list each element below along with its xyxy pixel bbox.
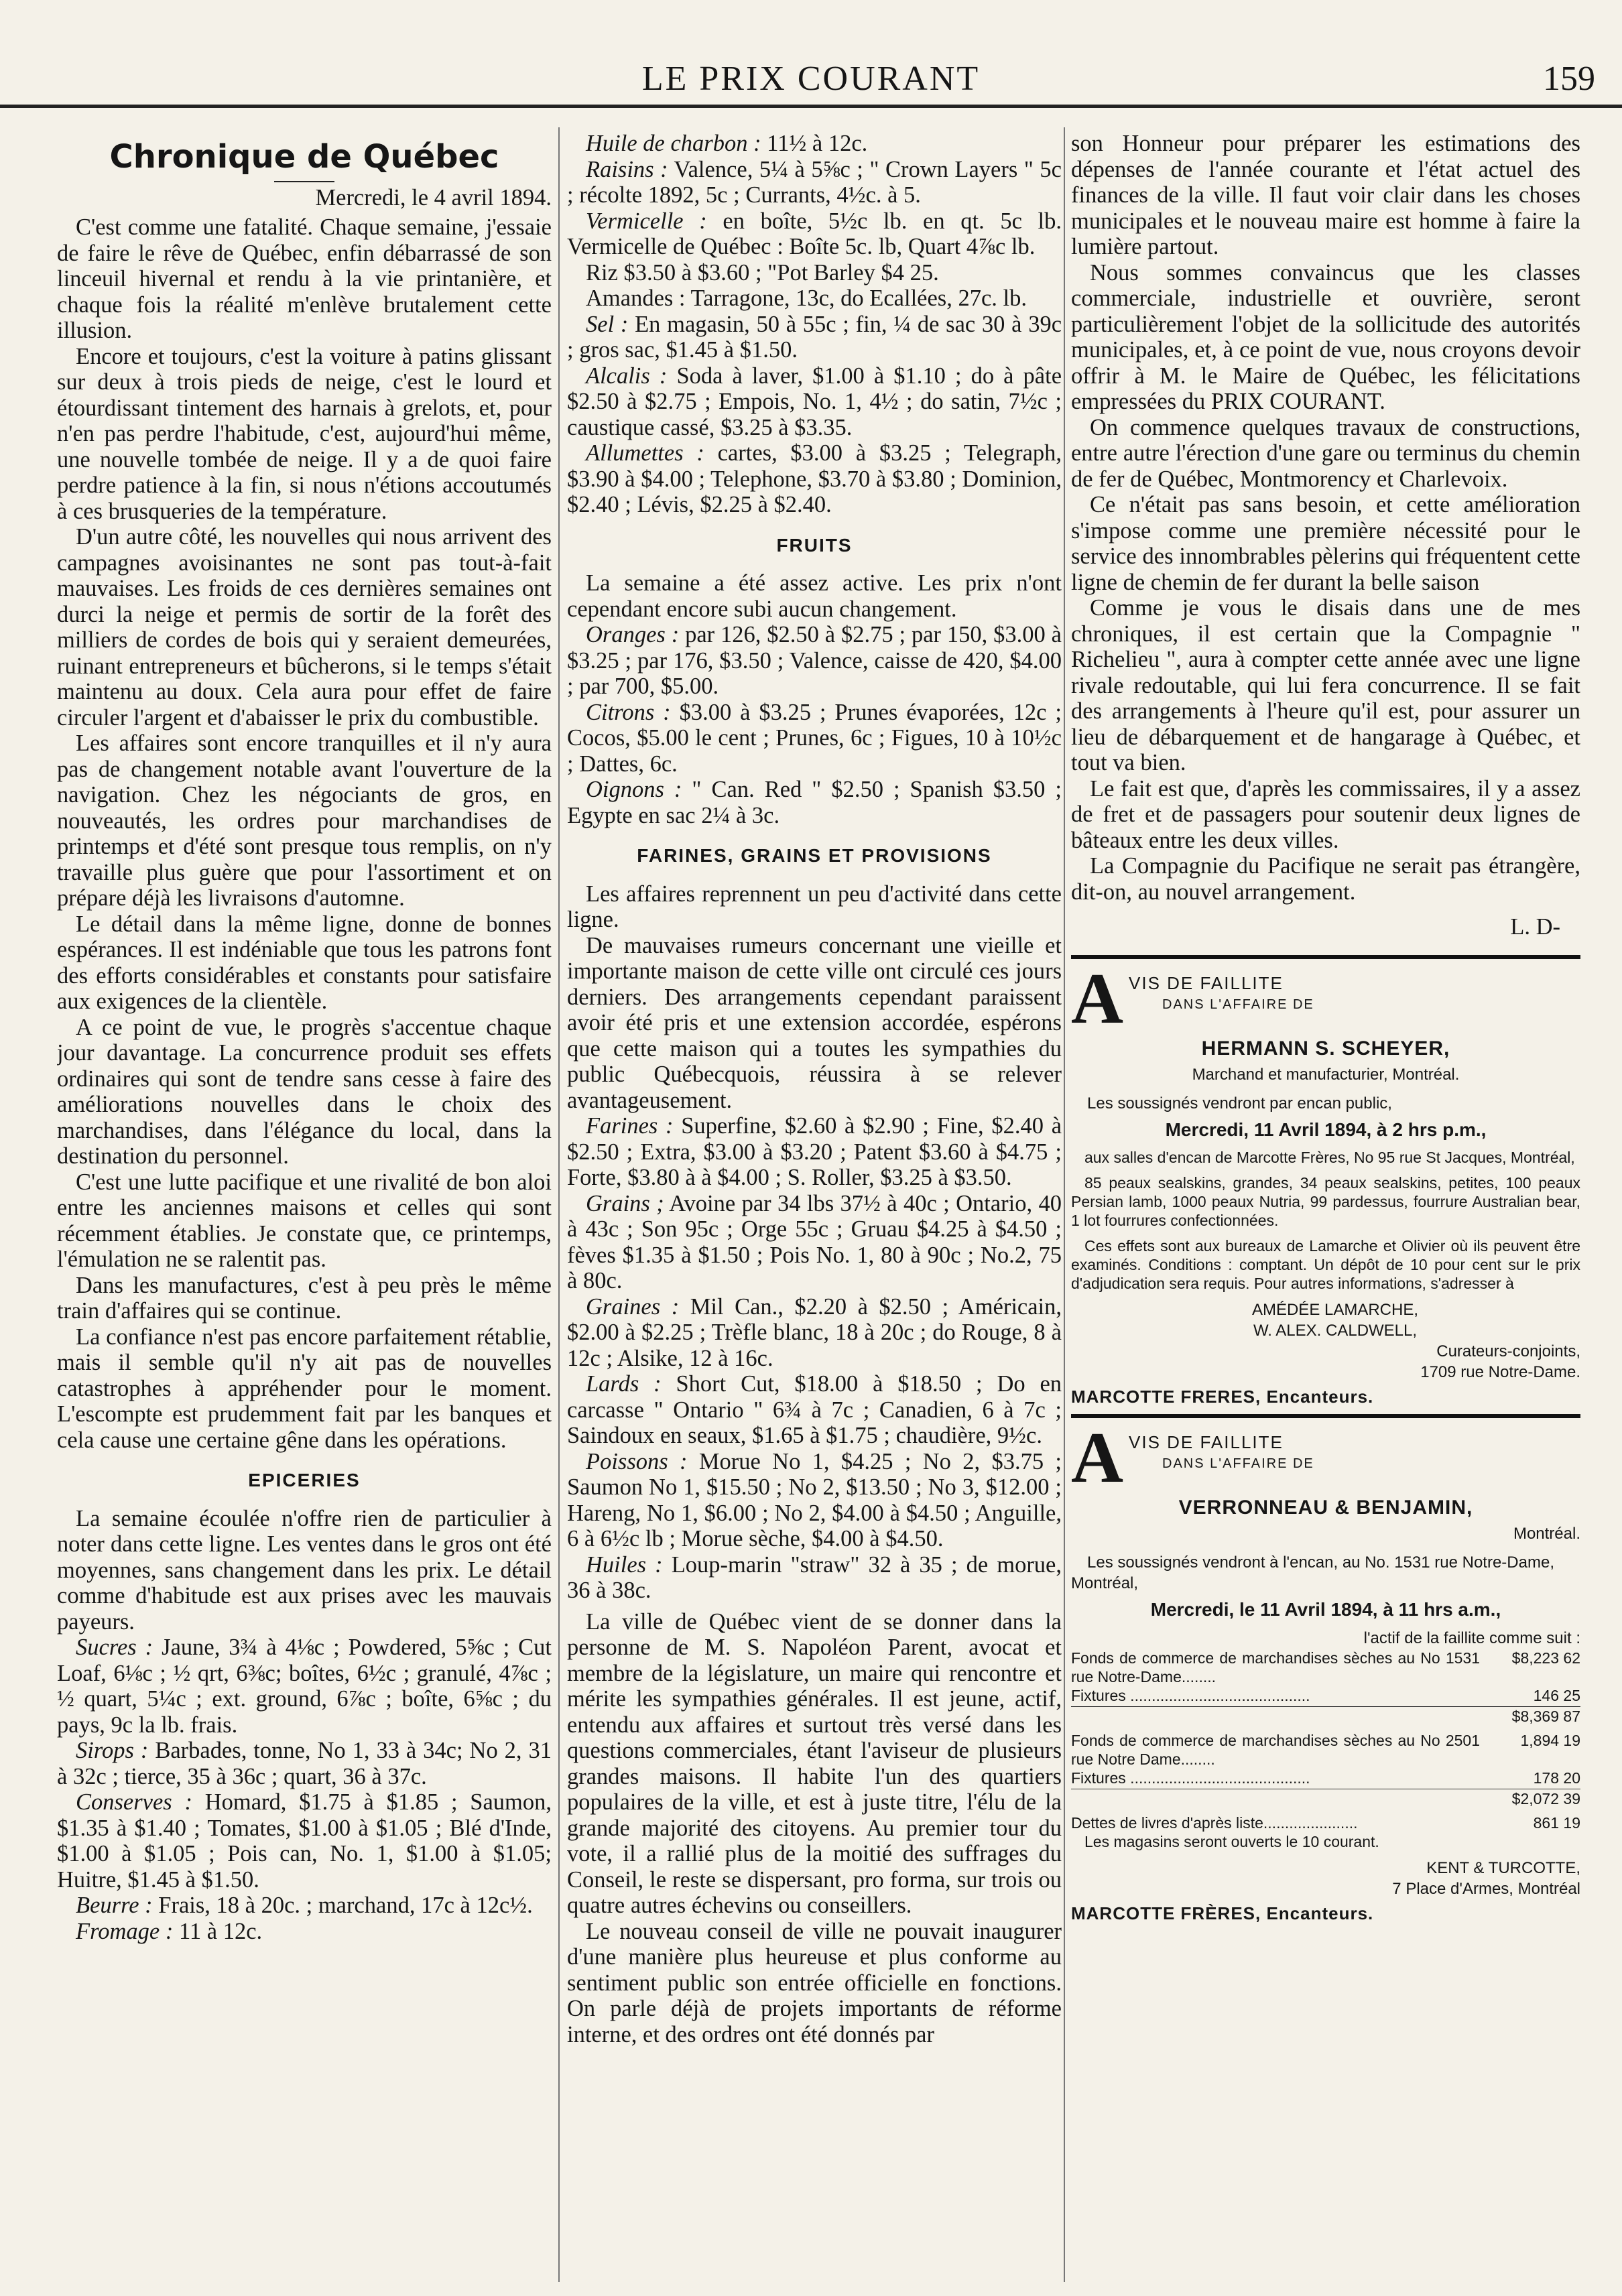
publication-title: LE PRIX COURANT xyxy=(641,60,981,98)
section-heading-epiceries: EPICERIES xyxy=(248,1470,361,1490)
price-item xyxy=(567,440,1062,518)
price-item-label: Farines : xyxy=(586,1113,674,1139)
price-item-text: Short Cut, $18.00 à $18.50 ; Do en carcasse " Ontario " 6¾ à 7c ; Canadien, 6 à 7c ; Saindoux en seaux, $1.65 à $1.75 ; chaudière, 9½c. xyxy=(567,1371,1062,1448)
signatory-address: 7 Place d'Armes, Montréal xyxy=(1392,1879,1580,1898)
actif-line: l'actif de la faillite comme suit : xyxy=(1363,1629,1580,1647)
paragraph: Le fait est que, d'après les commissaires, il y a assez de fret et de passagers pour soutenir deux lignes de bâteaux entre les deux villes. xyxy=(1071,775,1580,853)
asset-row xyxy=(1071,1731,1580,1769)
price-item xyxy=(567,622,1062,700)
notice-heading xyxy=(1071,958,1580,1039)
notice-intro: Les soussignés vendront par encan public, xyxy=(1087,1094,1392,1112)
signatory: AMÉDÉE LAMARCHE, xyxy=(1251,1300,1419,1319)
price-item-label: Alcalis : xyxy=(586,363,668,389)
firm-name: HERMANN S. SCHEYER, xyxy=(1201,1037,1450,1060)
auctioneer: MARCOTTE FRÈRES, Encanteurs. xyxy=(1071,1903,1374,1923)
column-1 xyxy=(57,131,552,2279)
price-item xyxy=(567,1294,1062,1372)
paragraph: Les affaires sont encore tranquilles et il n'y aura pas de changement notable avant l'ouverture de la navigation. Chez les négociants de gros, en nouveautés, les ordres pour marchandises de printemps et d'été sont presque tous remplis, on n'y travaille plus guère que pour l'assortiment et on prépare déjà les livraisons d'automne. xyxy=(57,730,552,911)
paragraph: D'un autre côté, les nouvelles qui nous arrivent des campagnes avoisinantes ne sont pas tout-à-fait mauvaises. Les froids de ces dernières semaines ont durci la neige et permis de sortir de la forêt des milliers de cordes de bois qui y seraient demeurées, ruinant entrepreneurs et bûcherons, si le temps s'était maintenu au doux. Cela aura pour effet de faire circuler l'argent et d'abaisser le prix du combustible. xyxy=(57,524,552,730)
price-item-label: Huile de charbon : xyxy=(586,131,761,156)
price-item-text: en boîte, 5½c lb. en qt. 5c lb. Vermicelle de Québec : Boîte 5c. lb, Quart 4⅞c lb. xyxy=(567,208,1062,259)
asset-value: 861 19 xyxy=(1533,1813,1580,1832)
price-item-text: Mil Can., $2.20 à $2.50 ; Américain, $2.00 à $2.25 ; Trèfle blanc, 18 à 20c ; do Rouge, 8 à 12c ; Alsike, 12 à 16c. xyxy=(567,1293,1062,1371)
price-item-label: Oranges : xyxy=(586,622,680,647)
price-item-label: Sirops : xyxy=(76,1738,149,1763)
paragraph: La semaine a été assez active. Les prix n'ont cependant encore subi aucun changement. xyxy=(567,570,1062,622)
paragraph: Nous sommes convaincus que les classes commerciale, industrielle et ouvrière, seront particulièrement l'objet de la sollicitude des autorités municipales, et, à ce point de vue, nous croyons devoir offrir à M. le Maire de Québec, les félicitations empressées du PRIX COURANT. xyxy=(1071,259,1580,414)
page-number: 159 xyxy=(1543,60,1595,98)
paragraph: C'est comme une fatalité. Chaque semaine, j'essaie de faire le rêve de Québec, enfin débarrassé de son linceuil hivernal et rendu à la vie printanière, et chaque fois la réalité m'enlève brutalement cette illusion. xyxy=(57,214,552,343)
sale-place: aux salles d'encan de Marcotte Frères, No 95 rue St Jacques, Montréal, xyxy=(1084,1148,1575,1166)
asset-value: 1,894 19 xyxy=(1520,1731,1580,1749)
price-item xyxy=(567,700,1062,777)
price-item xyxy=(567,131,1062,157)
sale-conditions: Ces effets sont aux bureaux de Lamarche et Olivier où ils peuvent être examinés. Conditions : comptant. Un dépôt de 10 pour cent sur le prix d'adjudication sera requis. Pour autres informations, s'adresser à xyxy=(1071,1236,1580,1292)
paragraph: On commence quelques travaux de constructions, entre autre l'érection d'une gare ou terminus du chemin de fer de Québec, Montmorency et Charlevoix. xyxy=(1071,414,1580,492)
price-item xyxy=(567,312,1062,363)
price-item-text: Amandes : Tarragone, 13c, do Ecallées, 27c. lb. xyxy=(586,285,1027,311)
paragraph: Le détail dans la même ligne, donne de bonnes espérances. Il est indéniable que tous les patrons font des efforts considérables et constants pour satisfaire aux exigences de la clientèle. xyxy=(57,911,552,1014)
asset-row xyxy=(1071,1813,1580,1832)
paragraph: Comme je vous le disais dans une de mes chroniques, il est certain que la Compagnie " Richelieu ", aura à compter cette année avec une ligne rivale redoutable, qui lui fera concurrence. Il se fait des arrangements à l'heure qu'il est, pour assurer un lieu de débarquement et de hangarage à Québec, et tout va bien. xyxy=(1071,595,1580,775)
subtotal-row xyxy=(1071,1789,1580,1808)
price-item-text: Morue No 1, $4.25 ; No 2, $3.75 ; Saumon No 1, $15.50 ; No 2, $13.50 ; No 3, $12.00 ; Hareng, No 1, $6.00 ; No 2, $4.00 à $4.50 ; Anguille, 6 à 6½c lb ; Morue sèche, $4.00 à $4.50. xyxy=(567,1448,1062,1551)
price-item xyxy=(567,363,1062,441)
price-item xyxy=(57,1635,552,1738)
paragraph: son Honneur pour préparer les estimations des dépenses de l'année courante et l'état actuel des finances de la ville. Il faut voir clair dans les choses municipales et le nouveau maire est homme à faire la lumière partout. xyxy=(1071,131,1580,259)
price-item xyxy=(567,285,1062,312)
price-item xyxy=(567,1552,1062,1604)
drop-cap: A xyxy=(1071,1417,1123,1498)
notice-heading-text xyxy=(1129,1427,1314,1474)
separator-rule xyxy=(1071,1414,1580,1418)
price-item xyxy=(567,260,1062,286)
subtotal-value: $2,072 39 xyxy=(1511,1789,1580,1807)
signatory: KENT & TURCOTTE, xyxy=(1426,1858,1580,1877)
page-header xyxy=(0,56,1622,108)
paragraph: C'est une lutte pacifique et une rivalité de bon aloi entre les anciennes maisons et celles qui sont récemment établies. Je constate que, ce printemps, l'émulation ne se ralentit pas. xyxy=(57,1169,552,1272)
price-item-text: Loup-marin "straw" 32 à 35 ; de morue, 36 à 38c. xyxy=(567,1551,1062,1603)
dateline: Mercredi, le 4 avril 1894. xyxy=(315,184,552,210)
notice-heading-line: VIS DE FAILLITE xyxy=(1129,1431,1284,1452)
price-item xyxy=(567,208,1062,260)
price-item xyxy=(567,1371,1062,1449)
price-item-text: 11 à 12c. xyxy=(178,1918,263,1944)
section-heading-farines: FARINES, GRAINS ET PROVISIONS xyxy=(637,845,992,866)
sale-date: Mercredi, 11 Avril 1894, à 2 hrs p.m., xyxy=(1165,1119,1487,1140)
article-title: Chronique de Québec xyxy=(109,138,499,176)
price-item-label: Grains ; xyxy=(586,1190,664,1216)
asset-description: Fixtures .......................................... xyxy=(1071,1769,1310,1787)
price-item-label: Fromage : xyxy=(76,1918,174,1944)
price-item-text: cartes, $3.00 à $3.25 ; Telegraph, $3.90 à $4.00 ; Telephone, $3.70 à $3.80 ; Dominion, $2.40 ; Lévis, $2.25 à $2.40. xyxy=(567,440,1062,517)
subtotal-value: $8,369 87 xyxy=(1511,1707,1580,1725)
bankruptcy-notice-verronneau xyxy=(1071,1417,1580,1924)
price-item-label: Raisins : xyxy=(586,156,668,182)
price-item-text: " Can. Red " $2.50 ; Spanish $3.50 ; Egypte en sac 2¼ à 3c. xyxy=(567,777,1062,828)
sale-date: Mercredi, le 11 Avril 1894, à 11 hrs a.m., xyxy=(1150,1598,1501,1620)
price-item-text: par 126, $2.50 à $2.75 ; par 150, $3.00 à $3.25 ; par 176, $3.50 ; Valence, caisse de 420, $4.00 ; par 700, $5.00. xyxy=(567,622,1062,699)
price-item-label: Graines : xyxy=(586,1293,680,1320)
signatory: W. ALEX. CALDWELL, xyxy=(1253,1321,1418,1340)
asset-row xyxy=(1071,1649,1580,1686)
bankruptcy-notice-scheyer xyxy=(1071,958,1580,1407)
asset-description: Fonds de commerce de marchandises sèches au No 1531 rue Notre-Dame........ xyxy=(1071,1649,1480,1685)
opening-note: Les magasins seront ouverts le 10 courant. xyxy=(1084,1832,1379,1850)
firm-description: Marchand et manufacturier, Montréal. xyxy=(1192,1065,1460,1084)
firm-name: VERRONNEAU & BENJAMIN, xyxy=(1178,1496,1473,1519)
paragraph: Le nouveau conseil de ville ne pouvait inaugurer d'une manière plus heureuse et plus conforme au sentiment public son entrée officielle en fonctions. On parle déjà de projets importants de réforme interne, et des ordres ont été donnés par xyxy=(567,1918,1062,2047)
column-rule-2 xyxy=(1064,127,1065,2282)
price-item-label: Sucres : xyxy=(76,1635,153,1660)
price-item-text: En magasin, 50 à 55c ; fin, ¼ de sac 30 à 39c ; gros sac, $1.45 à $1.50. xyxy=(567,311,1062,363)
price-item xyxy=(57,1789,552,1893)
paragraph: La confiance n'est pas encore parfaitement rétablie, mais il semble qu'il n'y ait pas de nouvelles catastrophes à appréhender pour le moment. L'escompte est prudemment fait par les banques et cela cause une certaine gêne dans les opérations. xyxy=(57,1324,552,1453)
notice-heading-sub: DANS L'AFFAIRE DE xyxy=(1162,1456,1314,1471)
notice-intro: Les soussignés vendront à l'encan, au No. 1531 rue Notre-Dame, Montréal, xyxy=(1071,1553,1554,1592)
author-signature: L. D- xyxy=(1510,914,1560,940)
asset-value: 146 25 xyxy=(1533,1686,1580,1704)
signatory-address: 1709 rue Notre-Dame. xyxy=(1420,1362,1580,1381)
asset-row xyxy=(1071,1769,1580,1787)
paragraph: De mauvaises rumeurs concernant une vieille et importante maison de cette ville ont circulé ces jours derniers. Des arrangements cependant paraissent avoir été pris et une extension accordée, espérons que cette maison qui a toutes les sympathies du public Québecquois, réussira à se relever avantageusement. xyxy=(567,932,1062,1113)
asset-value: 178 20 xyxy=(1533,1769,1580,1787)
price-item-text: Valence, 5¼ à 5⅝c ; " Crown Layers " 5c ; récolte 1892, 5c ; Currants, 4½c. à 5. xyxy=(567,156,1062,208)
sale-goods: 85 peaux sealskins, grandes, 34 peaux sealskins, petites, 100 peaux Persian lamb, 1000 peaux Nutria, 99 pardessus, fourrure Australian bear, 1 lot fourrures confectionnées. xyxy=(1071,1173,1580,1229)
paragraph: La ville de Québec vient de se donner dans la personne de M. S. Napoléon Parent, avocat et membre de la législature, un maire qui rencontre et mérite les sympathies générales. Il est jeune, actif, entendu aux affaires et surtout très versé dans les questions commerciales, étant l'aviseur de plusieurs grandes maisons. Il habite l'un des quartiers populaires de la ville, et est à juste titre, l'élu de la grande majorité des citoyens. Au premier tour du vote, il a rallié plus de la moitié des suffrages du Conseil, le reste se dispersant, pro forma, sur trois ou quatre autres échevins ou conseillers. xyxy=(567,1608,1062,1918)
price-item-text: Avoine par 34 lbs 37½ à 40c ; Ontario, 40 à 43c ; Son 95c ; Orge 55c ; Gruau $4.25 à $4.50 ; fèves $1.35 à $1.50 ; Pois No. 1, 80 à 90c ; No.2, 75 à 80c. xyxy=(567,1190,1062,1293)
section-heading-fruits: FRUITS xyxy=(776,534,853,556)
column-rule-1 xyxy=(558,127,560,2282)
title-rule xyxy=(274,181,334,182)
price-item-text: $3.00 à $3.25 ; Prunes évaporées, 12c ; Cocos, $5.00 le cent ; Prunes, 6c ; Figues, 10 à 10½c ; Dattes, 6c. xyxy=(567,699,1062,777)
notice-heading-text xyxy=(1129,968,1314,1015)
price-item-text: Homard, $1.75 à $1.85 ; Saumon, $1.35 à $1.40 ; Tomates, $1.00 à $1.05 ; Blé d'Inde, $1.00 à $1.05 ; Pois can, No. 1, $1.00 à $1.05; Huitre, $1.45 à $1.50. xyxy=(57,1789,552,1893)
price-item xyxy=(567,1449,1062,1552)
price-item xyxy=(57,1919,552,1945)
price-item-label: Huiles : xyxy=(586,1551,663,1578)
auctioneer: MARCOTTE FRERES, Encanteurs. xyxy=(1071,1386,1374,1407)
price-item xyxy=(567,1191,1062,1294)
paragraph: Les affaires reprennent un peu d'activité dans cette ligne. xyxy=(567,881,1062,932)
price-item-label: Allumettes : xyxy=(586,440,704,466)
paragraph: Ce n'était pas sans besoin, et cette amélioration s'impose comme une première nécessité pour le service des innombrables pèlerins qui fréquentent cette ligne de chemin de fer durant la belle saison xyxy=(1071,492,1580,595)
drop-cap: A xyxy=(1071,958,1123,1039)
price-item xyxy=(567,777,1062,828)
price-item-text: 11½ à 12c. xyxy=(767,131,868,156)
firm-description: Montréal. xyxy=(1513,1524,1580,1543)
column-3 xyxy=(1071,131,1580,2279)
asset-description: Dettes de livres d'après liste...................... xyxy=(1071,1813,1358,1832)
price-item xyxy=(57,1738,552,1789)
notice-heading-sub: DANS L'AFFAIRE DE xyxy=(1162,997,1314,1012)
column-2 xyxy=(567,131,1062,2279)
asset-row xyxy=(1071,1686,1580,1705)
price-item-label: Beurre : xyxy=(76,1893,153,1918)
separator-rule xyxy=(1071,955,1580,959)
price-item-text: Superfine, $2.60 à $2.90 ; Fine, $2.40 à $2.50 ; Extra, $3.00 à $3.20 ; Patent $3.60 à $4.75 ; Forte, $3.80 à à $4.00 ; S. Roller, $3.25 à $3.50. xyxy=(567,1113,1062,1190)
price-item-label: Conserves : xyxy=(76,1789,192,1815)
price-item-text: Soda à laver, $1.00 à $1.10 ; do à pâte $2.50 à $2.75 ; Empois, No. 1, 4½ ; do satin, 7½c ; caustique cassé, $3.25 à $3.35. xyxy=(567,363,1062,440)
asset-description: Fixtures .......................................... xyxy=(1071,1686,1310,1704)
price-item-label: Lards : xyxy=(586,1371,662,1397)
paragraph: Dans les manufactures, c'est à peu près le même train d'affaires qui se continue. xyxy=(57,1272,552,1324)
asset-value: $8,223 62 xyxy=(1511,1649,1580,1667)
price-item-text: Frais, 18 à 20c. ; marchand, 17c à 12c½. xyxy=(158,1893,533,1918)
price-item-label: Citrons : xyxy=(586,699,671,725)
notice-heading-line: VIS DE FAILLITE xyxy=(1129,972,1284,993)
paragraph: La Compagnie du Pacifique ne serait pas étrangère, dit-on, au nouvel arrangement. xyxy=(1071,853,1580,905)
paragraph: Encore et toujours, c'est la voiture à patins glissant sur deux à trois pieds de neige, c'est le lourd et étourdissant tintement des harnais à grelots, et, pour n'en pas perdre l'habitude, c'est, aujourd'hui même, une nouvelle tombée de neige. Il y a de quoi faire perdre patience à la fin, si nous n'étions accoutumés à ces brusqueries de la température. xyxy=(57,343,552,524)
asset-description: Fonds de commerce de marchandises sèches au No 2501 rue Notre Dame........ xyxy=(1071,1731,1480,1768)
price-item-text: Barbades, tonne, No 1, 33 à 34c; No 2, 31 à 32c ; tierce, 35 à 36c ; quart, 36 à 37c. xyxy=(57,1738,552,1789)
price-item xyxy=(567,1113,1062,1191)
signatory-title: Curateurs-conjoints, xyxy=(1436,1342,1580,1360)
price-item-label: Vermicelle : xyxy=(586,208,707,234)
paragraph: La semaine écoulée n'offre rien de particulier à noter dans cette ligne. Les ventes dans le gros ont été moyennes, sans changement dans les prix. Le détail comme d'habitude est aux prises avec les mauvais payeurs. xyxy=(57,1505,552,1635)
price-item xyxy=(57,1893,552,1919)
price-item-text: Riz $3.50 à $3.60 ; "Pot Barley $4 25. xyxy=(586,259,939,285)
notice-heading xyxy=(1071,1417,1580,1498)
price-item-label: Poissons : xyxy=(586,1448,688,1474)
price-item-label: Sel : xyxy=(586,311,629,337)
price-item-text: Jaune, 3¾ à 4⅛c ; Powdered, 5⅝c ; Cut Loaf, 6⅛c ; ½ qrt, 6⅜c; boîtes, 6½c ; granulé, 4⅞c ; ½ quart, 5¼c ; ext. ground, 6⅞c ; boîte, 6⅝c ; du pays, 9c la lb. frais. xyxy=(57,1635,552,1738)
paragraph: A ce point de vue, le progrès s'accentue chaque jour davantage. La concurrence produit ses effets ordinaires qui sont de tendre sans cesse à faire des améliorations nouvelles dans le choix des marchandises, dans l'élégance du local, dans la destination du personnel. xyxy=(57,1014,552,1169)
subtotal-row xyxy=(1071,1706,1580,1726)
price-item-label: Oignons : xyxy=(586,777,682,802)
price-item xyxy=(567,157,1062,208)
